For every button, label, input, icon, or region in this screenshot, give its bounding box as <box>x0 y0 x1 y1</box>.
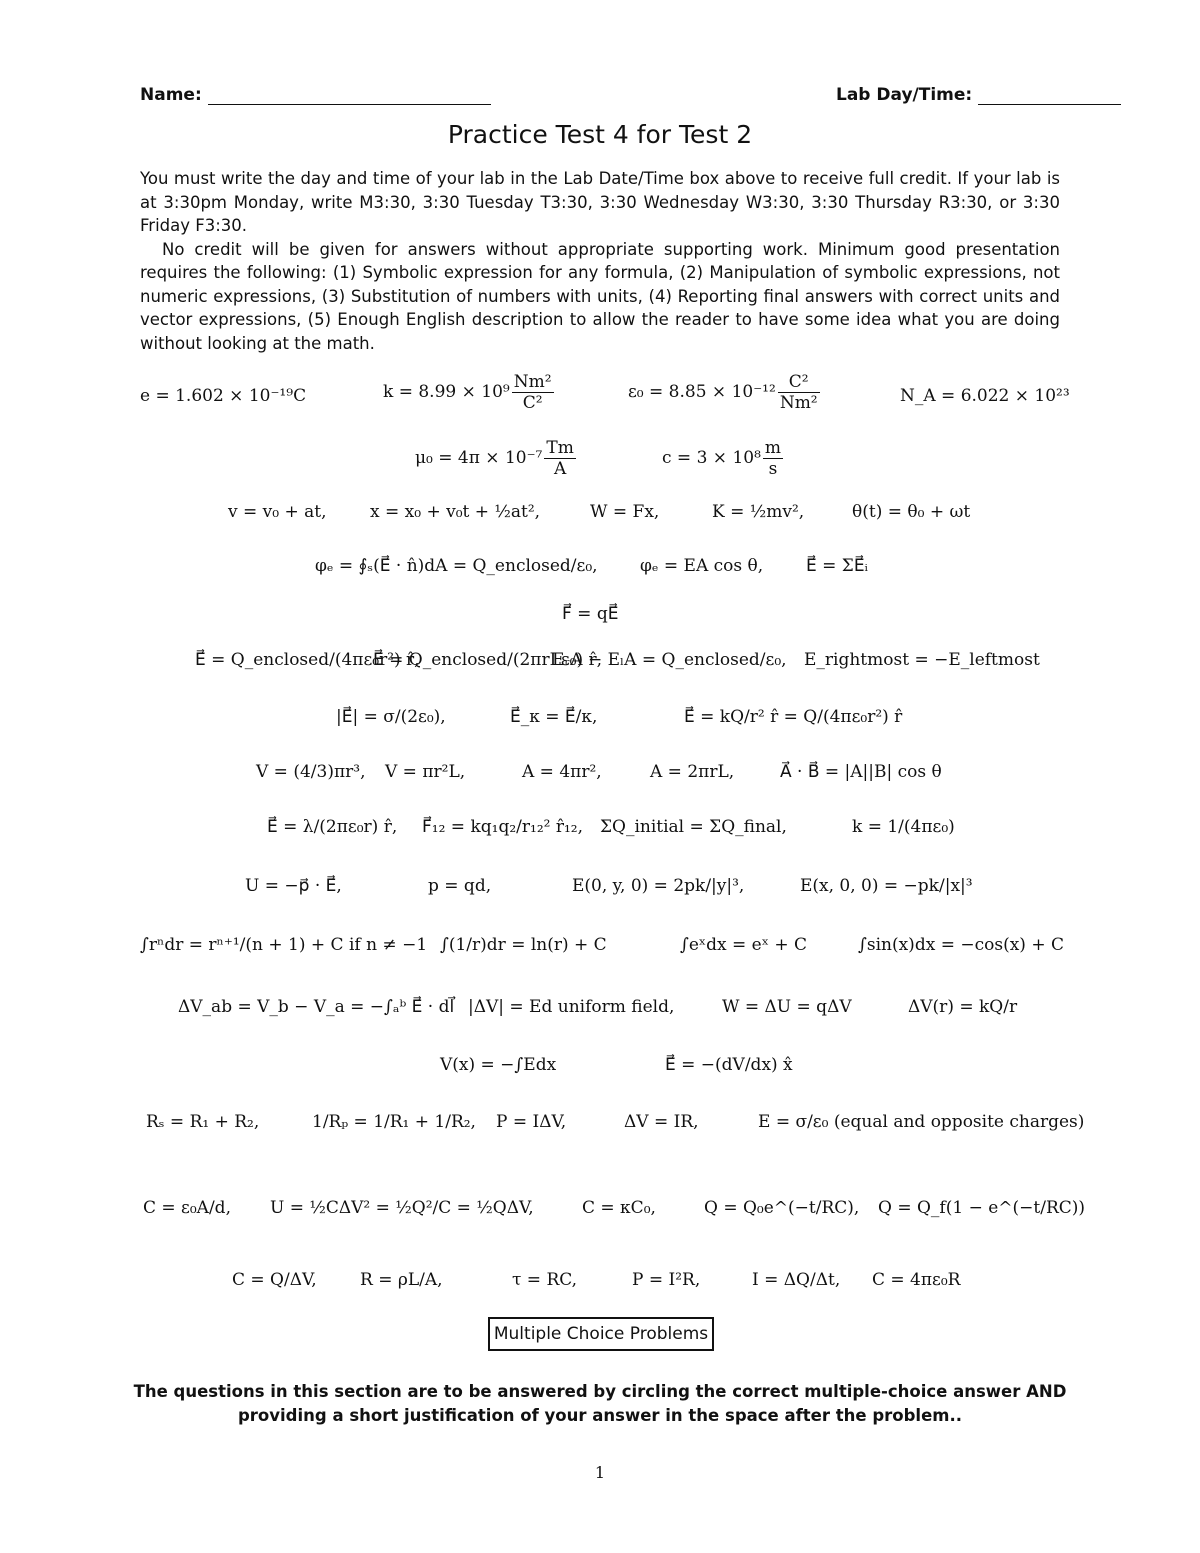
eq-resistance: R = ρL/A, <box>360 1270 443 1290</box>
eq-line-charge: E⃗ = λ/(2πε₀r) r̂, <box>267 817 398 837</box>
eq-dot-product: A⃗ · B⃗ = |A||B| cos θ <box>780 762 942 782</box>
eq-permeability <box>415 438 578 479</box>
eps-num: C² <box>778 372 820 393</box>
eq-sphere-volume: V = (4/3)πr³, <box>256 762 366 782</box>
eq-integral-power: ∫rⁿdr = rⁿ⁺¹/(n + 1) + C if n ≠ −1 <box>140 935 428 955</box>
name-field <box>140 84 491 105</box>
eq-parallel-resistance: 1/Rₚ = 1/R₁ + 1/R₂, <box>312 1112 476 1132</box>
eq-field-gradient: E⃗ = −(dV/dx) x̂ <box>665 1055 793 1075</box>
eq-gauss-law: φₑ = ∮ₛ(E⃗ · n̂)dA = Q_enclosed/ε₀, <box>315 556 598 576</box>
eq-sphere-capacitance: C = 4πε₀R <box>872 1270 961 1290</box>
eq-dipole-moment: p = qd, <box>428 876 492 896</box>
mu-fraction <box>544 438 575 479</box>
eq-point-charge: E⃗ = kQ/r² r̂ = Q/(4πε₀r²) r̂ <box>684 707 903 727</box>
name-label: Name: <box>140 85 202 105</box>
eq-sheet: |E⃗| = σ/(2ε₀), <box>336 707 446 727</box>
eps-den: Nm² <box>779 393 818 413</box>
page-title: Practice Test 4 for Test 2 <box>447 120 753 149</box>
eq-flux: φₑ = EA cos θ, <box>640 556 764 576</box>
c-fraction <box>763 438 783 479</box>
eq-field-sphere: E⃗ = Q_enclosed/(4πε₀r²) r̂, <box>195 650 420 670</box>
c-lhs: c = 3 × 10⁸ <box>662 448 761 468</box>
eq-speed-of-light <box>662 438 785 479</box>
eq-integral-log: ∫(1/r)dr = ln(r) + C <box>440 935 607 955</box>
eq-cylinder-area: A = 2πrL, <box>650 762 735 782</box>
k-den: C² <box>522 393 543 413</box>
eq-current: I = ΔQ/Δt, <box>752 1270 841 1290</box>
eq-series-resistance: Rₛ = R₁ + R₂, <box>146 1112 260 1132</box>
k-fraction <box>512 372 554 413</box>
eq-coulomb-law: F⃗₁₂ = kq₁q₂/r₁₂² r̂₁₂, <box>422 817 584 837</box>
eq-dielectric: E⃗_κ = E⃗/κ, <box>510 707 598 727</box>
page-number: 1 <box>594 1463 606 1482</box>
eq-potential-integral: V(x) = −∫Edx <box>440 1055 557 1075</box>
eq-uniform-field: |ΔV| = Ed uniform field, <box>468 997 675 1017</box>
intro <box>140 167 1060 355</box>
eq-k-definition: k = 1/(4πε₀) <box>852 817 955 837</box>
eq-joule-heating: P = I²R, <box>632 1270 701 1290</box>
eq-discharge: Q = Q₀e^(−t/RC), <box>704 1198 860 1218</box>
eq-avogadro: N_A = 6.022 × 10²³ <box>900 386 1070 406</box>
eq-field-cylinder: E⃗ = Q_enclosed/(2πrLε₀) r̂, <box>373 650 603 670</box>
eq-sphere-area: A = 4πr², <box>522 762 602 782</box>
eq-charging: Q = Q_f(1 − e^(−t/RC)) <box>878 1198 1086 1218</box>
eq-electron-charge: e = 1.602 × 10⁻¹⁹C <box>140 386 307 406</box>
eq-permittivity <box>628 372 822 413</box>
eq-force: F⃗ = qE⃗ <box>562 604 619 624</box>
eq-ohm-law: ΔV = IR, <box>624 1112 699 1132</box>
section-heading: Multiple Choice Problems <box>488 1317 714 1351</box>
intro-paragraph-2: No credit will be given for answers without appropriate supporting work. Minimum good presentation requires the following: (1) Symbolic expression for any formula, (2) Manipulation of symbolic expressions, not numeric expressions, (3) Substitution of numbers with units, (4) Reporting final answers with correct units and vector expressions, (5) Enough English description to allow the reader to have some idea what you are doing without looking at the math. <box>140 239 1060 353</box>
eq-field-plane: EᵣA − EₗA = Q_enclosed/ε₀, <box>552 650 787 670</box>
lab-blank[interactable] <box>978 84 1121 105</box>
eq-dipole-axis-y: E(0, y, 0) = 2pk/|y|³, <box>572 876 745 896</box>
eps-fraction <box>778 372 820 413</box>
eq-potential-difference: ΔV_ab = V_b − V_a = −∫ₐᵇ E⃗ · dl⃗ <box>178 997 455 1017</box>
eq-charge-conservation: ΣQ_initial = ΣQ_final, <box>600 817 787 837</box>
instructions: The questions in this section are to be answered by circling the correct multiple-choice answer AND providing a short justification of your answer in the space after the problem.. <box>133 1382 1067 1425</box>
eq-cylinder-volume: V = πr²L, <box>385 762 466 782</box>
eq-time-constant: τ = RC, <box>512 1270 578 1290</box>
eq-field-rightmost: E_rightmost = −E_leftmost <box>804 650 1040 670</box>
eq-integral-sin: ∫sin(x)dx = −cos(x) + C <box>858 935 1064 955</box>
k-num: Nm² <box>513 372 552 392</box>
eq-capacitance-plates: C = ε₀A/d, <box>143 1198 231 1218</box>
lab-field <box>836 84 1121 105</box>
eq-superposition: E⃗ = ΣE⃗ᵢ <box>806 556 868 576</box>
eq-kin-angle: θ(t) = θ₀ + ωt <box>852 502 971 522</box>
eq-capacitance-def: C = Q/ΔV, <box>232 1270 317 1290</box>
eq-dielectric-capacitance: C = κC₀, <box>582 1198 656 1218</box>
eq-work-energy: W = ΔU = qΔV <box>722 997 852 1017</box>
mu-num: Tm <box>546 438 574 458</box>
eq-kin-kinetic: K = ½mv², <box>712 502 805 522</box>
eq-kin-position: x = x₀ + v₀t + ½at², <box>370 502 541 522</box>
eq-capacitor-energy: U = ½CΔV² = ½Q²/C = ½QΔV, <box>270 1198 534 1218</box>
c-den: s <box>768 459 778 479</box>
eq-capacitor-field: E = σ/ε₀ (equal and opposite charges) <box>758 1112 1085 1132</box>
eq-point-potential: ΔV(r) = kQ/r <box>908 997 1018 1017</box>
name-blank[interactable] <box>208 84 491 105</box>
eq-kin-velocity: v = v₀ + at, <box>228 502 327 522</box>
eq-coulomb-constant <box>383 372 556 413</box>
eq-dipole-energy: U = −p⃗ · E⃗, <box>245 876 342 896</box>
k-lhs: k = 8.99 × 10⁹ <box>383 382 510 402</box>
c-num: m <box>764 438 782 458</box>
eq-power: P = IΔV, <box>496 1112 567 1132</box>
mu-lhs: μ₀ = 4π × 10⁻⁷ <box>415 448 543 468</box>
eq-dipole-axis-x: E(x, 0, 0) = −pk/|x|³ <box>800 876 973 896</box>
eps-lhs: ε₀ = 8.85 × 10⁻¹² <box>628 382 776 402</box>
eq-integral-exp: ∫eˣdx = eˣ + C <box>680 935 807 955</box>
lab-label: Lab Day/Time: <box>836 85 973 105</box>
mu-den: A <box>553 459 567 479</box>
intro-paragraph-1: You must write the day and time of your lab in the Lab Date/Time box above to receive full credit. If your lab is at 3:30pm Monday, write M3:30, 3:30 Tuesday T3:30, 3:30 Wednesday W3:30, 3:30 Thursday R3:30, or 3:30 Friday F3:30. <box>140 169 1060 235</box>
eq-kin-work: W = Fx, <box>590 502 660 522</box>
